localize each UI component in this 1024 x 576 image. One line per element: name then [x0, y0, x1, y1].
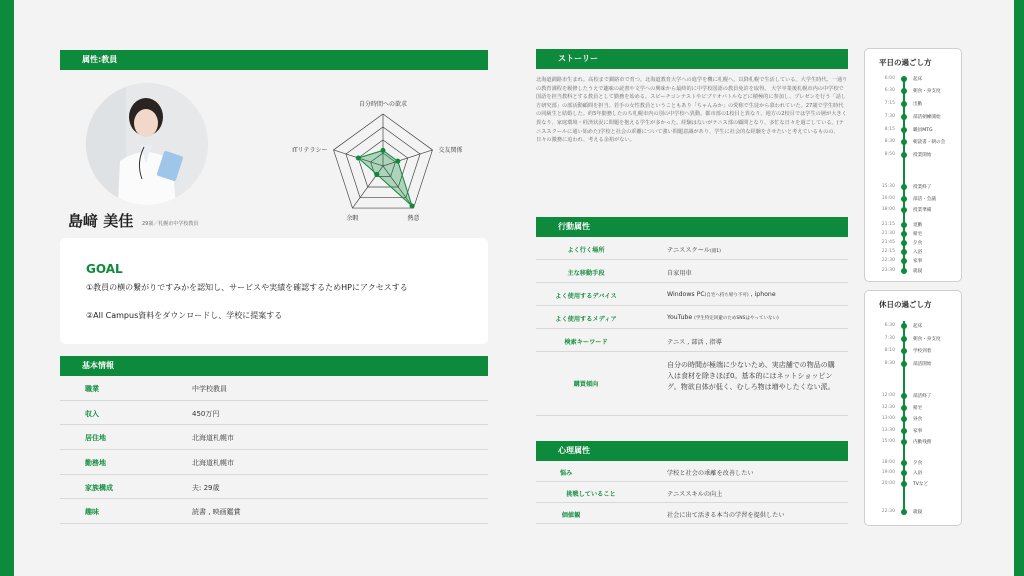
row-value-note: (自宅へ持ち帰り不可)	[704, 293, 749, 298]
schedule-activity: 部活朝練開始	[913, 115, 941, 120]
timeline-dot	[901, 509, 907, 515]
timeline-dot	[901, 348, 907, 354]
schedule-time: 23:30	[881, 268, 895, 273]
timeline-dot	[901, 249, 907, 255]
schedule-activity: 部活開始	[913, 362, 932, 367]
schedule-time: 16:00	[881, 196, 895, 201]
schedule-item	[865, 322, 963, 330]
schedule-item	[865, 221, 963, 229]
table-row	[536, 503, 848, 524]
timeline-dot	[901, 393, 907, 399]
timeline-dot	[901, 101, 907, 107]
schedule-activity: 夕食	[913, 461, 923, 466]
schedule-time: 6:00	[884, 76, 895, 81]
basic-info-table	[60, 376, 488, 524]
row-value-text: テニススクール	[667, 247, 710, 254]
row-value	[667, 291, 776, 298]
persona-subtitle: 29歳／札幌市中学校教員	[142, 221, 199, 227]
weekday-schedule	[864, 48, 962, 282]
schedule-item	[865, 438, 963, 446]
persona-name: 島﨑 美佳	[68, 212, 134, 230]
timeline-dot	[901, 207, 907, 213]
schedule-activity: 起床	[913, 324, 923, 329]
timeline-dot	[901, 231, 907, 237]
schedule-activity: 授業準備	[913, 208, 932, 213]
timeline-dot	[901, 323, 907, 329]
schedule-activity: 就寝	[913, 269, 923, 274]
radar-axis-label: 自分時間への欲求	[358, 101, 408, 108]
schedule-item	[865, 267, 963, 275]
row-key: 職業	[85, 385, 99, 393]
row-key: 家族構成	[85, 483, 113, 492]
schedule-activity: 朝食・身支度	[913, 337, 941, 342]
table-row	[536, 482, 848, 503]
schedule-item	[865, 126, 963, 134]
schedule-item	[865, 206, 963, 214]
schedule-time: 7:15	[884, 101, 895, 106]
timeline-dot	[901, 361, 907, 367]
radar-data-point	[395, 159, 400, 164]
row-key: 価値観	[561, 512, 581, 519]
schedule-activity: 昼食	[913, 417, 923, 422]
timeline-dot	[901, 428, 907, 434]
schedule-activity: 退勤	[913, 223, 923, 228]
row-value: 社会に出て活きる本当の学習を提供したい	[667, 512, 785, 519]
schedule-activity: 入浴	[913, 250, 923, 255]
schedule-activity: 帰宅	[913, 406, 923, 411]
goal-box	[60, 238, 488, 344]
schedule-item	[865, 459, 963, 467]
schedule-activity: TVなど	[913, 482, 929, 487]
story-text: 北海道釧路市生まれ。高校まで釧路市で育つ。北海道教育大学への進学を機に札幌へ。以降札幌で生活している。大学生時代、一通りの教育課程を履修したうえで趣味の読書や文学への興味から最終的に中学校国語の教員免許を取得。 大学卒業後札幌市内の中学校で国語を担当教科とする教員として勤務を始める。スピーチコンテストやビブリオバトルなどに積極的に参加し、プレゼンを行う「話し方研究部」の部活動顧問を担当。若手の女性教員ということもあり「ちゃんみか」の愛称で生徒から慕われていた。27歳で学生時代の同級生と結婚した。約5年勤務したのち札幌市内の別の中学校へ異動。都市部の1校目と異なり、地方の2校目では学生の層が大きく異なり、家庭環境・経済状況に問題を抱える学生が多かった。経験はないがテニス部の顧問となり、多忙な日々を過ごしている。(テニススクールに通い始めた)学校と社会の乖離について強い問題意識があり、学生に社会的な経験をさせたいと考えているものの、日々の激務に追われ、考える余裕がない。	[536, 77, 848, 144]
timeline-dot	[901, 416, 907, 422]
schedule-time: 8:30	[884, 361, 895, 366]
radar-axis-label: ITリテラシー	[292, 146, 328, 154]
schedule-activity: 朝食・身支度	[913, 89, 941, 94]
radar-axis-label: 交友関係	[438, 146, 463, 154]
schedule-item	[865, 230, 963, 238]
row-value: 北海道札幌市	[192, 434, 234, 443]
radar-axis-label: 熱意	[407, 215, 420, 223]
row-key: 購買傾向	[573, 381, 599, 388]
schedule-time: 19:00	[881, 470, 895, 475]
row-value: 自分の時間が極端に少ないため、実店舗での物品の購入は食材を除きほぼ0。基本的にはネットショッピング。物欲自体が低く、むしろ物は増やしたくない派。	[667, 361, 835, 391]
row-value-note: (学生特定回避のためSNSはやっていない)	[694, 316, 779, 321]
goal-title: GOAL	[86, 262, 123, 276]
timeline-dot	[901, 88, 907, 94]
schedule-item	[865, 113, 963, 121]
schedule-time: 21:45	[881, 240, 895, 245]
timeline-dot	[901, 258, 907, 264]
schedule-time: 8:30	[884, 139, 895, 144]
schedule-time: 12:30	[881, 405, 895, 410]
schedule-item	[865, 248, 963, 256]
row-key: 趣味	[85, 508, 99, 517]
schedule-activity: 家事	[913, 429, 923, 434]
goal-line-2: ②All Campus資料をダウンロードし、学校に提案する	[86, 311, 283, 320]
schedule-time: 6:30	[884, 88, 895, 93]
row-value	[667, 245, 721, 254]
schedule-activity: 起床	[913, 77, 923, 82]
schedule-activity: 夕食	[913, 241, 923, 246]
schedule-item	[865, 183, 963, 191]
holiday-schedule	[864, 290, 962, 526]
goal-line-1: ①教員の横の繋がりですみかを認知し、サービスや実績を確認するためHPにアクセスする	[86, 283, 408, 292]
schedule-item	[865, 347, 963, 355]
timeline-dot	[901, 481, 907, 487]
schedule-item	[865, 138, 963, 146]
row-value-extra: , iphone	[748, 291, 776, 298]
timeline-dot	[901, 439, 907, 445]
row-value: テニス , 部活 , 指導	[667, 339, 722, 346]
schedule-item	[865, 239, 963, 247]
timeline-dot	[901, 470, 907, 476]
psych-table	[536, 461, 848, 524]
timeline-dot	[901, 114, 907, 120]
timeline-dot	[901, 222, 907, 228]
table-row	[536, 260, 848, 283]
radar-axis-label: 余暇	[346, 215, 359, 223]
schedule-time: 6:30	[884, 323, 895, 328]
row-value: テニススキルの向上	[667, 491, 723, 498]
row-value-text: Windows PC	[667, 291, 705, 298]
schedule-item	[865, 392, 963, 400]
table-row	[60, 475, 488, 500]
timeline-dot	[901, 268, 907, 274]
row-value: 自家用車	[667, 270, 692, 277]
schedule-activity: 授業開始	[913, 153, 932, 158]
schedule-time: 7:30	[884, 114, 895, 119]
weekday-title: 平日の過ごし方	[879, 58, 932, 67]
schedule-time: 22:15	[881, 249, 895, 254]
schedule-time: 18:00	[881, 207, 895, 212]
schedule-activity: 職員MTG	[913, 128, 933, 133]
schedule-item	[865, 100, 963, 108]
schedule-item	[865, 151, 963, 159]
row-value: 450万円	[192, 409, 220, 418]
schedule-time: 15:30	[881, 184, 895, 189]
schedule-activity: 帰宅	[913, 232, 923, 237]
schedule-item	[865, 415, 963, 423]
row-value: 読書 , 映画鑑賞	[192, 508, 241, 517]
radar-chart	[255, 74, 495, 234]
table-row	[60, 499, 488, 524]
schedule-time: 22:30	[881, 509, 895, 514]
schedule-time: 7:30	[884, 336, 895, 341]
schedule-item	[865, 508, 963, 516]
row-key: よく行く場所	[567, 247, 605, 254]
action-table	[536, 237, 848, 416]
timeline-dot	[901, 127, 907, 133]
table-row	[60, 450, 488, 475]
schedule-time: 22:30	[881, 258, 895, 263]
timeline-dot	[901, 76, 907, 82]
story-header: ストーリー	[536, 49, 848, 69]
table-row	[536, 352, 848, 416]
schedule-item	[865, 427, 963, 435]
schedule-activity: 学校到着	[913, 349, 932, 354]
schedule-item	[865, 87, 963, 95]
row-value: 学校と社会の乖離を改善したい	[667, 470, 754, 477]
table-row	[60, 401, 488, 426]
schedule-activity: 入浴	[913, 471, 923, 476]
schedule-activity: 内勤残務	[913, 440, 932, 445]
table-row	[536, 237, 848, 260]
left-accent-bar	[0, 0, 14, 576]
profile-photo	[86, 83, 208, 205]
row-value: 夫: 29歳	[192, 483, 220, 492]
timeline-dot	[901, 460, 907, 466]
schedule-activity: 授業終了	[913, 185, 932, 190]
schedule-item	[865, 480, 963, 488]
schedule-time: 13:30	[881, 428, 895, 433]
schedule-item	[865, 257, 963, 265]
schedule-activity: 朝読書・朝の会	[913, 140, 946, 145]
schedule-time: 18:00	[881, 460, 895, 465]
table-row	[536, 461, 848, 482]
schedule-time: 21:15	[881, 222, 895, 227]
psych-header: 心理属性	[536, 441, 848, 461]
timeline-dot	[901, 184, 907, 190]
schedule-activity: 家事	[913, 259, 923, 264]
row-key: 挑戦していること	[566, 491, 616, 498]
right-accent-bar	[1014, 0, 1024, 576]
schedule-activity: 就寝	[913, 510, 923, 515]
row-key: 収入	[85, 409, 99, 418]
schedule-item	[865, 404, 963, 412]
schedule-time: 21:30	[881, 231, 895, 236]
row-key: 主な移動手段	[567, 270, 605, 277]
timeline-dot	[901, 336, 907, 342]
schedule-activity: 部活・会議	[913, 197, 936, 202]
action-header: 行動属性	[536, 217, 848, 237]
basic-info-header: 基本情報	[60, 356, 488, 376]
schedule-time: 8:15	[884, 127, 895, 132]
row-key: よく使用するメディア	[555, 316, 617, 323]
row-value: 北海道札幌市	[192, 459, 234, 468]
holiday-title: 休日の過ごし方	[879, 300, 932, 309]
row-key: よく使用するデバイス	[555, 293, 617, 300]
row-key: 居住地	[85, 434, 106, 443]
schedule-item	[865, 195, 963, 203]
schedule-time: 15:00	[881, 439, 895, 444]
row-key: 検索キーワード	[564, 339, 608, 346]
row-value: 中学校教員	[192, 385, 227, 393]
table-row	[60, 376, 488, 401]
schedule-time: 8:10	[884, 348, 895, 353]
schedule-activity: 部活終了	[913, 394, 932, 399]
radar-data-point	[381, 148, 386, 153]
schedule-item	[865, 75, 963, 83]
schedule-time: 13:00	[881, 416, 895, 421]
schedule-item	[865, 335, 963, 343]
row-value	[667, 314, 779, 321]
row-value-note: (週1)	[709, 249, 721, 254]
schedule-item	[865, 360, 963, 368]
radar-data-point	[410, 203, 415, 208]
schedule-time: 20:00	[881, 481, 895, 486]
attributes-header: 属性:教員	[60, 50, 488, 70]
radar-data-point	[374, 172, 379, 177]
table-row	[536, 283, 848, 306]
timeline-dot	[901, 152, 907, 158]
row-value-text: YouTube	[667, 314, 693, 321]
table-row	[60, 425, 488, 450]
schedule-time: 8:50	[884, 152, 895, 157]
radar-data-point	[356, 155, 361, 160]
timeline-dot	[901, 139, 907, 145]
timeline-dot	[901, 240, 907, 246]
timeline-dot	[901, 405, 907, 411]
table-row	[536, 329, 848, 352]
table-row	[536, 306, 848, 329]
timeline-dot	[901, 196, 907, 202]
schedule-activity: 出勤	[913, 102, 923, 107]
schedule-time: 12:00	[881, 393, 895, 398]
row-key: 悩み	[559, 470, 573, 477]
schedule-item	[865, 469, 963, 477]
row-key: 勤務地	[85, 459, 106, 468]
